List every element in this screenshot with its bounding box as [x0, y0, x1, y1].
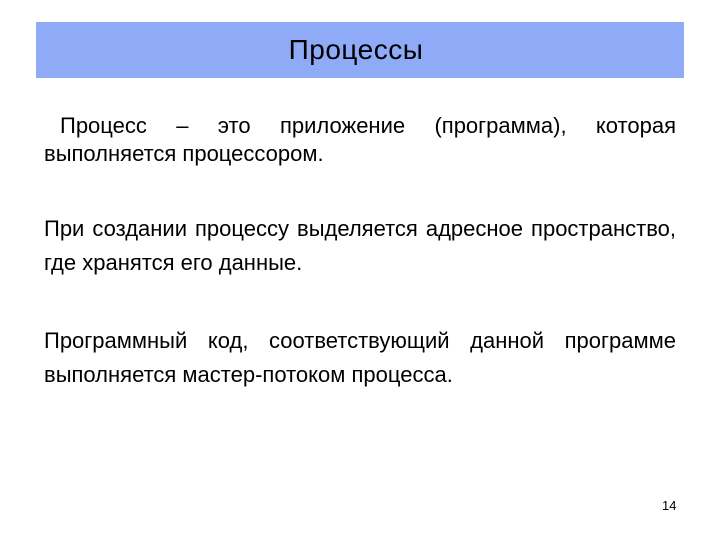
page-number: 14: [662, 498, 677, 513]
paragraph-process-definition: Процесс – это приложение (программа), которая выполняется процессором.: [44, 113, 676, 166]
paragraph-address-space: При создании процессу выделяется адресное пространство, где хранятся его данные.: [44, 216, 676, 275]
slide-title: Процессы: [288, 34, 424, 65]
paragraph-master-thread: Программный код, соответствующий данной программе выполняется мастер-потоком процесса.: [44, 328, 676, 387]
slide-title-bar: [36, 22, 684, 78]
